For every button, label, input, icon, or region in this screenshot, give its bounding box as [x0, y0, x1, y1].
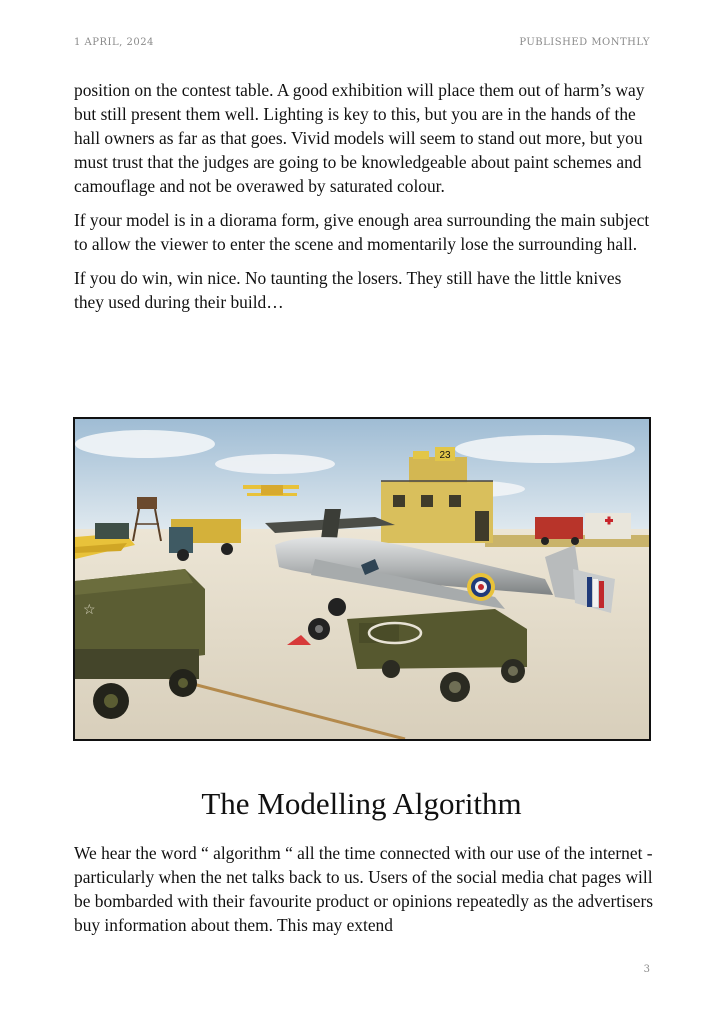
running-header: [74, 37, 650, 48]
tower-number: 23: [439, 450, 451, 461]
article-paragraph: If your model is in a diorama form, give enough area surrounding the main subject to allow the viewer to enter the scene and momentarily lose the surrounding hall.: [74, 210, 650, 254]
article-paragraph: If you do win, win nice. No taunting the losers. They still have the little knives they used during their build…: [74, 268, 622, 312]
fire-truck: [535, 517, 583, 539]
cloud: [215, 454, 335, 474]
article-paragraph: position on the contest table. A good exhibition will place them out of harm’s way but still present them well. Lighting is key to this, but you are in the hands of the hall owners as far as that goes. Vivid models will seem to stand out more, but you must trust that the judges are going to be knowledgeable about paint schemes and camouflage and not be overawed by saturated colour.: [74, 80, 645, 196]
diorama-photo: [73, 417, 651, 741]
background-truck: [95, 523, 129, 539]
article-paragraph: We hear the word “ algorithm “ all the time connected with our use of the internet - particularly when the net talks back to us. Users of the social media chat pages will be bombarded with their favourite product or opinions repeatedly as the advertisers buy information about them. This may extend: [74, 843, 654, 935]
publication-frequency: PUBLISHED MONTHLY: [519, 37, 650, 48]
article-text-bottom: [74, 841, 654, 947]
cloud: [455, 435, 635, 463]
issue-date: 1 APRIL, 2024: [74, 37, 154, 48]
diorama-illustration: [75, 419, 649, 739]
page-number: 3: [643, 964, 650, 975]
svg-text:☆: ☆: [83, 601, 96, 617]
article-text-top: [74, 78, 654, 324]
section-title: The Modelling Algorithm: [201, 786, 522, 821]
cloud: [75, 430, 215, 458]
